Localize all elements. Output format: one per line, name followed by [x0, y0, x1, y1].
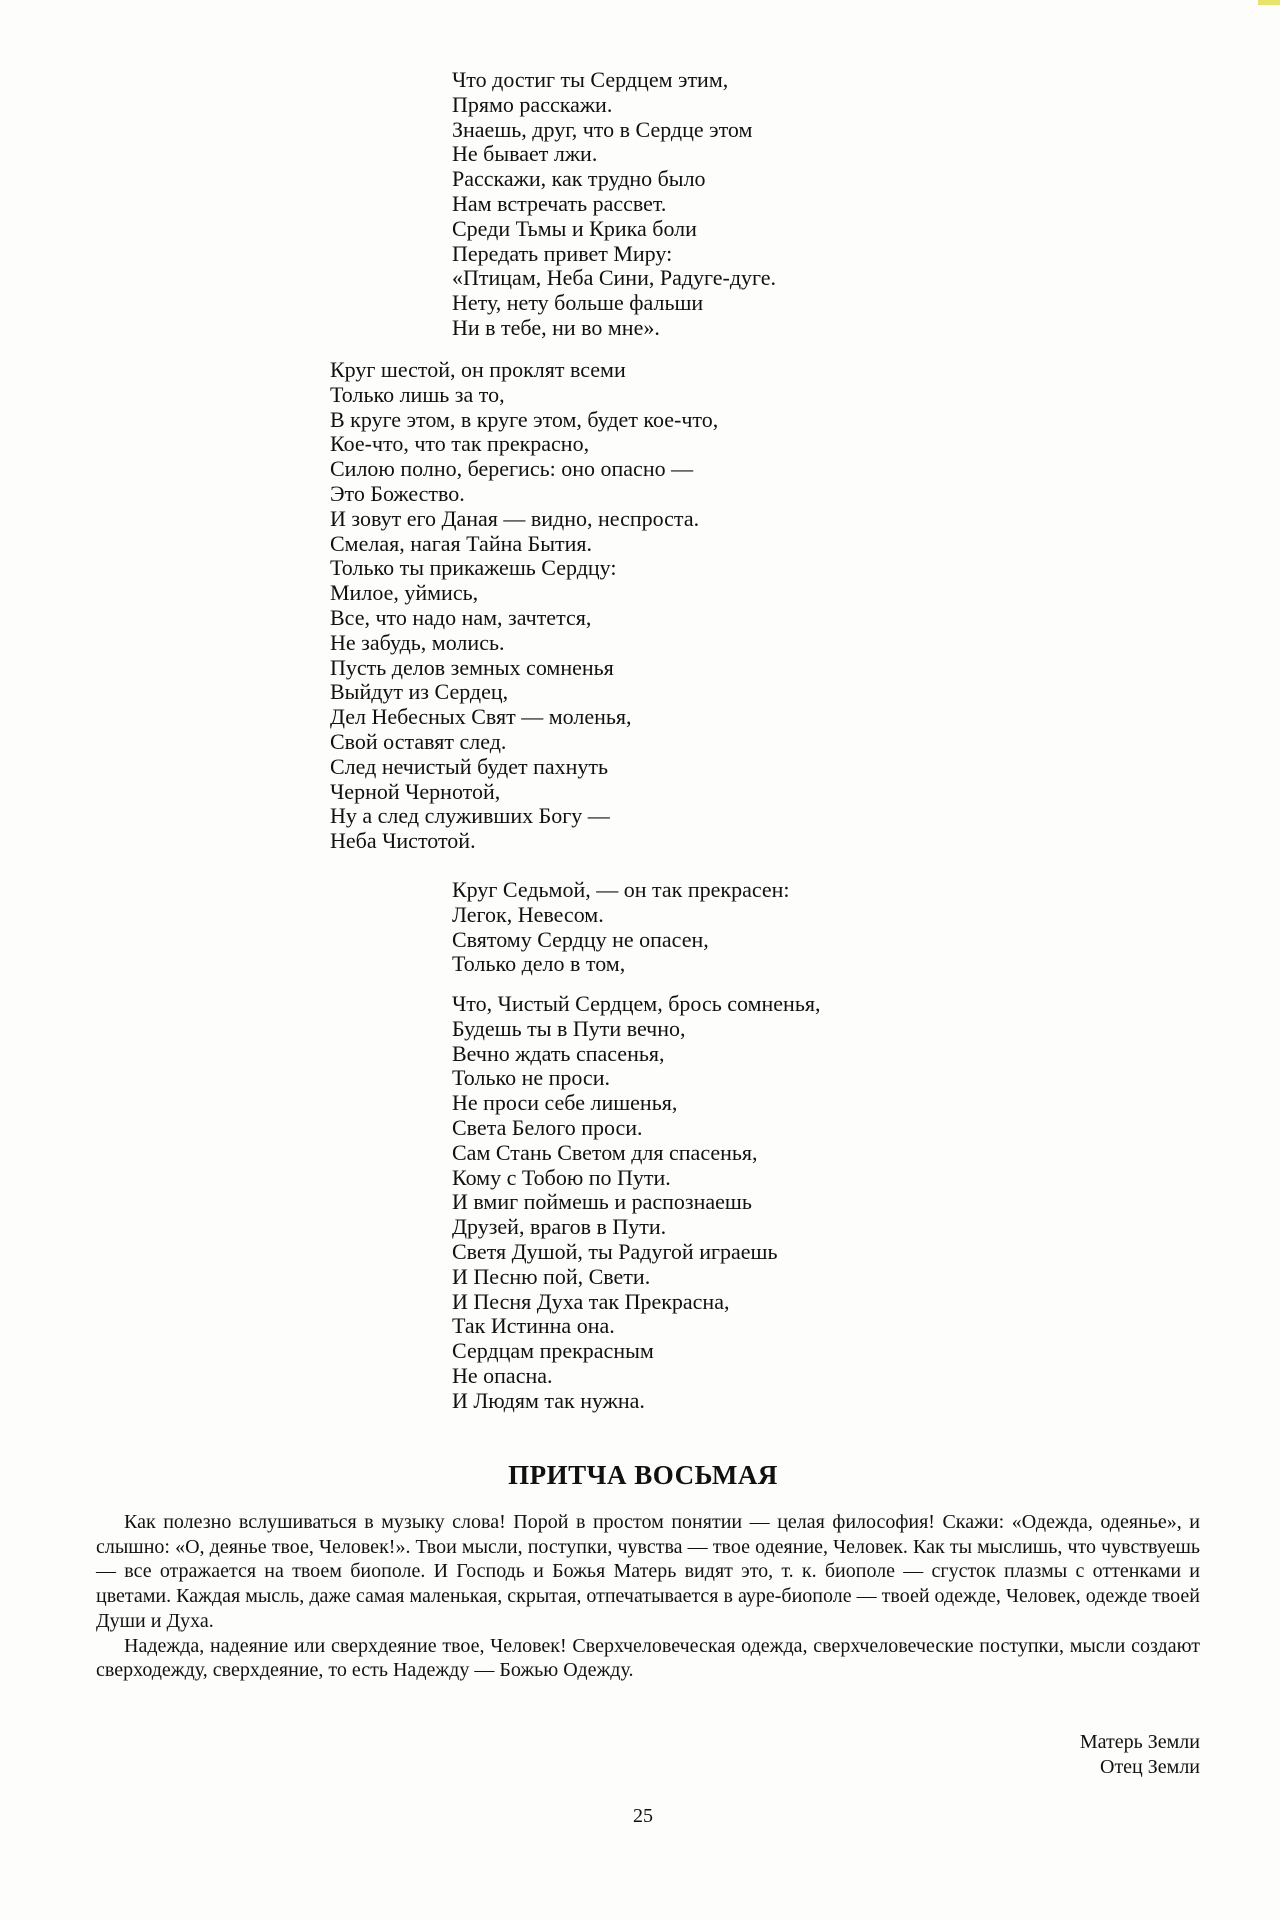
- poem-line: Что достиг ты Сердцем этим,: [452, 67, 729, 92]
- poem-stanza-3: [452, 878, 790, 977]
- poem-stanza-2: [330, 358, 718, 854]
- poem-line: Пусть делов земных сомненья: [330, 654, 614, 680]
- poem-line: Дел Небесных Свят — моленья,: [330, 704, 632, 730]
- page-number: 25: [633, 1805, 653, 1827]
- poem-stanza-1: [452, 68, 776, 341]
- poem-line: «Птицам, Неба Сини, Радуге-дуге.: [452, 265, 777, 291]
- poem-line: Не проси себе лишенья,: [452, 1090, 678, 1116]
- section-title: ПРИТЧА ВОСЬМАЯ: [508, 1460, 778, 1490]
- poem-line: Черной Чернотой,: [330, 778, 501, 804]
- poem-line: Сам Стань Светом для спасенья,: [452, 1139, 758, 1165]
- poem-line: Нам встречать рассвет.: [452, 190, 667, 216]
- poem-line: Смелая, нагая Тайна Бытия.: [330, 530, 593, 556]
- poem-line: Светя Душой, ты Радугой играешь: [452, 1238, 778, 1264]
- poem-line: Среди Тьмы и Крика боли: [452, 215, 697, 241]
- poem-line: Будешь ты в Пути вечно,: [452, 1015, 686, 1041]
- poem-line: Неба Чистотой.: [330, 828, 476, 854]
- poem-line: Вечно ждать спасенья,: [452, 1040, 665, 1066]
- poem-line: Нету, нету больше фальши: [452, 290, 704, 316]
- poem-line: Это Божество.: [330, 480, 465, 506]
- poem-line: И Песню пой, Свети.: [452, 1263, 651, 1289]
- poem-line: Кому с Тобою по Пути.: [452, 1164, 671, 1190]
- signature-line: Отец Земли: [1100, 1756, 1200, 1778]
- poem-line: Света Белого проси.: [452, 1114, 643, 1140]
- poem-line: Свой оставят след.: [330, 728, 507, 754]
- signature-line: Матерь Земли: [1079, 1731, 1200, 1753]
- poem-line: Выйдут из Сердец,: [330, 679, 509, 705]
- poem-line: Милое, уймись,: [330, 580, 479, 606]
- poem-line: Все, что надо нам, зачтется,: [330, 604, 592, 630]
- poem-line: В круге этом, в круге этом, будет кое-что,: [330, 406, 719, 432]
- poem-line: И Людям так нужна.: [452, 1387, 645, 1413]
- poem-line: Только ты прикажешь Сердцу:: [330, 555, 617, 581]
- poem-line: Только дело в том,: [452, 951, 626, 977]
- poem-line: След нечистый будет пахнуть: [330, 753, 609, 779]
- poem-line: Легок, Невесом.: [452, 901, 604, 927]
- poem-line: Круг шестой, он проклят всеми: [330, 357, 626, 382]
- poem-line: И зовут его Даная — видно, неспроста.: [330, 505, 700, 531]
- poem-line: Расскажи, как трудно было: [452, 166, 706, 192]
- signature: [1080, 1730, 1200, 1780]
- poem-line: Не забудь, молись.: [330, 629, 505, 655]
- poem-line: И Песня Духа так Прекрасна,: [452, 1288, 730, 1314]
- poem-line: Не бывает лжи.: [452, 141, 598, 167]
- poem-line: Так Истинна она.: [452, 1313, 615, 1339]
- paragraph: Как полезно вслушиваться в музыку слова! Порой в простом понятии — целая философия! Скажи: «Одежда, одеянье», и слышно: «О, деянье твое, Человек!». Твои мысли, поступки, чувства — твое одеяние, Человек. Как ты мыслишь, что чувствуешь — все отражается на твоем биополе. И Господь и Божья Матерь видят это, т. к. биополе — сгусток плазмы с оттенками и цветами. Каждая мысль, даже самая маленькая, скрытая, отпечатывается в ауре-биополе — твоей одежде, Человек, одежде твоей Души и Духа.: [96, 1511, 1200, 1632]
- poem-line: Только не проси.: [452, 1065, 610, 1091]
- paragraph: Надежда, надеяние или сверхдеяние твое, Человек! Сверхчеловеческая одежда, сверхчеловеческие поступки, мысли создают сверходежду, сверхдеяние, то есть Надежду — Божью Одежду.: [96, 1634, 1200, 1682]
- poem-line: Круг Седьмой, — он так прекрасен:: [452, 877, 790, 902]
- poem-line: Только лишь за то,: [330, 381, 505, 407]
- poem-line: Знаешь, друг, что в Сердце этом: [452, 116, 753, 142]
- poem-stanza-4: [452, 992, 820, 1414]
- poem-line: Прямо расскажи.: [452, 91, 613, 117]
- poem-line: Что, Чистый Сердцем, брось сомненья,: [452, 991, 821, 1016]
- poem-line: Ни в тебе, ни во мне».: [452, 314, 660, 340]
- poem-line: Сердцам прекрасным: [452, 1338, 654, 1364]
- page-corner-mark: [1258, 0, 1280, 5]
- poem-line: Не опасна.: [452, 1362, 553, 1388]
- poem-line: Святому Сердцу не опасен,: [452, 926, 709, 952]
- parable-text: [96, 1510, 1200, 1683]
- poem-line: И вмиг поймешь и распознаешь: [452, 1189, 752, 1215]
- poem-line: Передать привет Миру:: [452, 240, 673, 266]
- poem-line: Силою полно, берегись: оно опасно —: [330, 456, 694, 482]
- poem-line: Кое-что, что так прекрасно,: [330, 431, 590, 457]
- poem-line: Ну а след служивших Богу —: [330, 803, 610, 829]
- poem-line: Друзей, врагов в Пути.: [452, 1214, 667, 1240]
